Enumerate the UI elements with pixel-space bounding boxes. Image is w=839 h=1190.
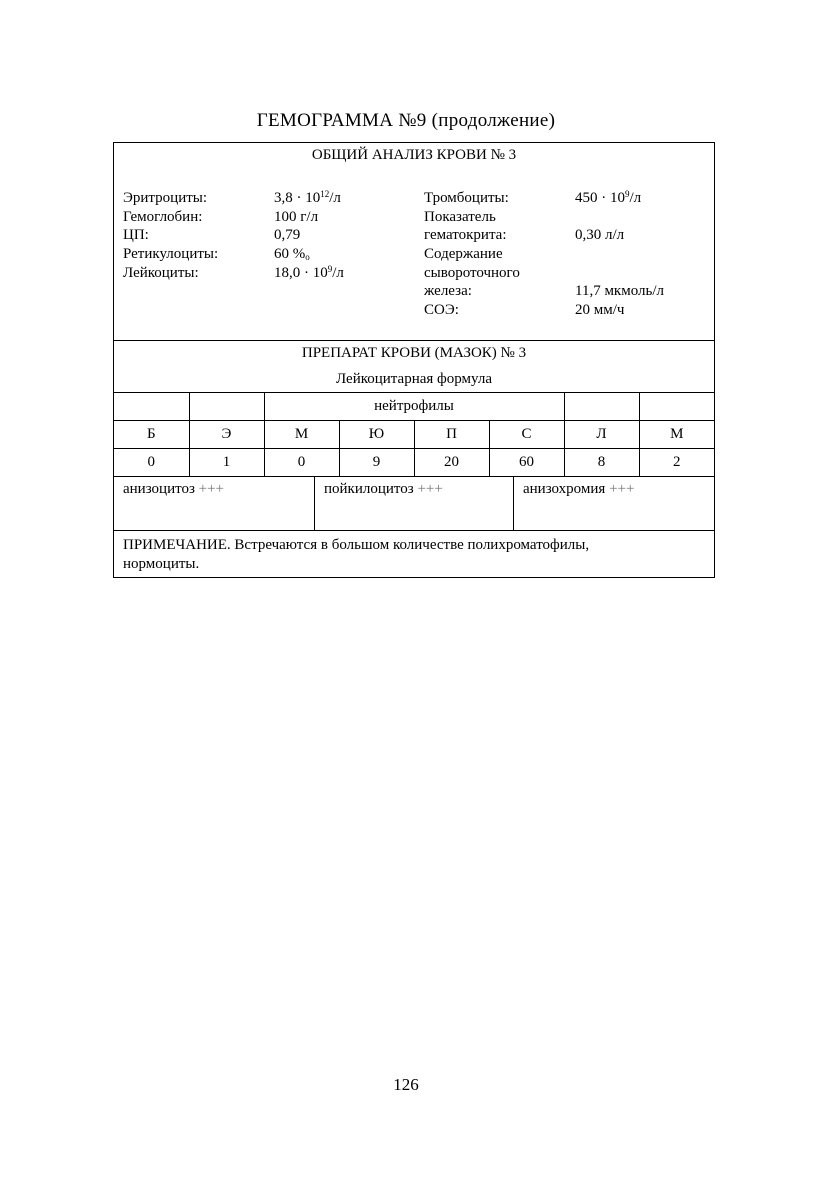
cbc-section <box>114 143 714 341</box>
hemogram-frame <box>113 142 715 578</box>
value-cell: 0 <box>114 449 189 477</box>
header-cell-basophils: Б <box>114 421 189 449</box>
hematocrit-label-2: гематокрита: <box>424 227 507 244</box>
leukocyte-formula-table <box>114 393 714 477</box>
empty-cell <box>189 393 264 421</box>
neutrophils-group-header: нейтрофилы <box>264 393 564 421</box>
page-number: 126 <box>393 1075 419 1094</box>
header-cell-band: П <box>414 421 489 449</box>
value-cell: 1 <box>189 449 264 477</box>
cbc-right-labels <box>424 189 520 320</box>
value-row <box>114 449 714 477</box>
rbc-morphology-row <box>114 477 714 531</box>
iron-label-1: Содержание <box>424 246 503 263</box>
anisocytosis-cell: анизоцитоз +++ <box>114 477 315 530</box>
ci-label: ЦП: <box>123 227 149 244</box>
empty-cell <box>639 393 714 421</box>
hgb-value: 100 г/л <box>274 208 319 225</box>
value-cell: 2 <box>639 449 714 477</box>
value-cell: 60 <box>489 449 564 477</box>
platelets-label: Тромбоциты: <box>424 190 509 206</box>
header-cell-lymphocytes: Л <box>564 421 639 449</box>
value-cell: 20 <box>414 449 489 477</box>
rbc-value: $3,8 \cdot 10^{12}/л$ <box>274 189 341 206</box>
poikilocytosis-cell: пойкилоцитоз +++ <box>315 477 514 530</box>
hematocrit-label-1: Показатель <box>424 208 496 225</box>
header-cell-myelocytes: М <box>264 421 339 449</box>
wbc-label: Лейкоциты: <box>123 264 199 281</box>
rbc-label: Эритроциты: <box>123 190 208 206</box>
smear-header <box>114 341 714 393</box>
esr-value: 20 мм/ч <box>575 302 625 319</box>
anisochromia-cell: анизохромия +++ <box>523 481 635 497</box>
wbc-value: $18,0 \cdot 10^9/л$ <box>274 263 344 281</box>
note-line: ПРИМЕЧАНИЕ. Встречаются в большом количестве полихроматофилы, <box>123 537 590 553</box>
value-cell: 9 <box>339 449 414 477</box>
page-title: ГЕМОГРАММА №9 (продолжение) <box>256 110 556 131</box>
empty-cell <box>114 393 189 421</box>
header-cell-juvenile: Ю <box>339 421 414 449</box>
ci-value: 0,79 <box>274 227 301 244</box>
header-cell-segmented: С <box>489 421 564 449</box>
cbc-title: ОБЩИЙ АНАЛИЗ КРОВИ № 3 <box>311 147 517 163</box>
retic-label: Ретикулоциты: <box>123 246 219 263</box>
cbc-right-values <box>575 189 664 320</box>
neutrophils-group-row <box>114 393 714 421</box>
value-cell: 0 <box>264 449 339 477</box>
note <box>114 531 714 577</box>
header-cell-eosinophils: Э <box>189 421 264 449</box>
esr-label: СОЭ: <box>424 302 459 319</box>
smear-title: ПРЕПАРАТ КРОВИ (МАЗОК) № 3 <box>301 345 527 361</box>
leukocyte-formula-title: Лейкоцитарная формула <box>114 366 714 393</box>
value-cell: 8 <box>564 449 639 477</box>
empty-cell <box>564 393 639 421</box>
header-cell-monocytes: М <box>639 421 714 449</box>
cbc-left-labels <box>123 189 218 282</box>
iron-value: 11,7 мкмоль/л <box>575 283 664 300</box>
hematocrit-value: 0,30 л/л <box>575 227 625 244</box>
iron-label-2: сывороточного <box>424 264 520 281</box>
header-row <box>114 421 714 449</box>
cbc-left-values <box>274 189 344 282</box>
retic-value: 60 $\%_о$ <box>274 246 310 263</box>
iron-label-3: железа: <box>424 283 472 300</box>
note-line: нормоциты. <box>123 555 200 572</box>
hgb-label: Гемоглобин: <box>123 208 203 225</box>
platelets-value: $450 \cdot 10^9/л$ <box>575 189 642 206</box>
